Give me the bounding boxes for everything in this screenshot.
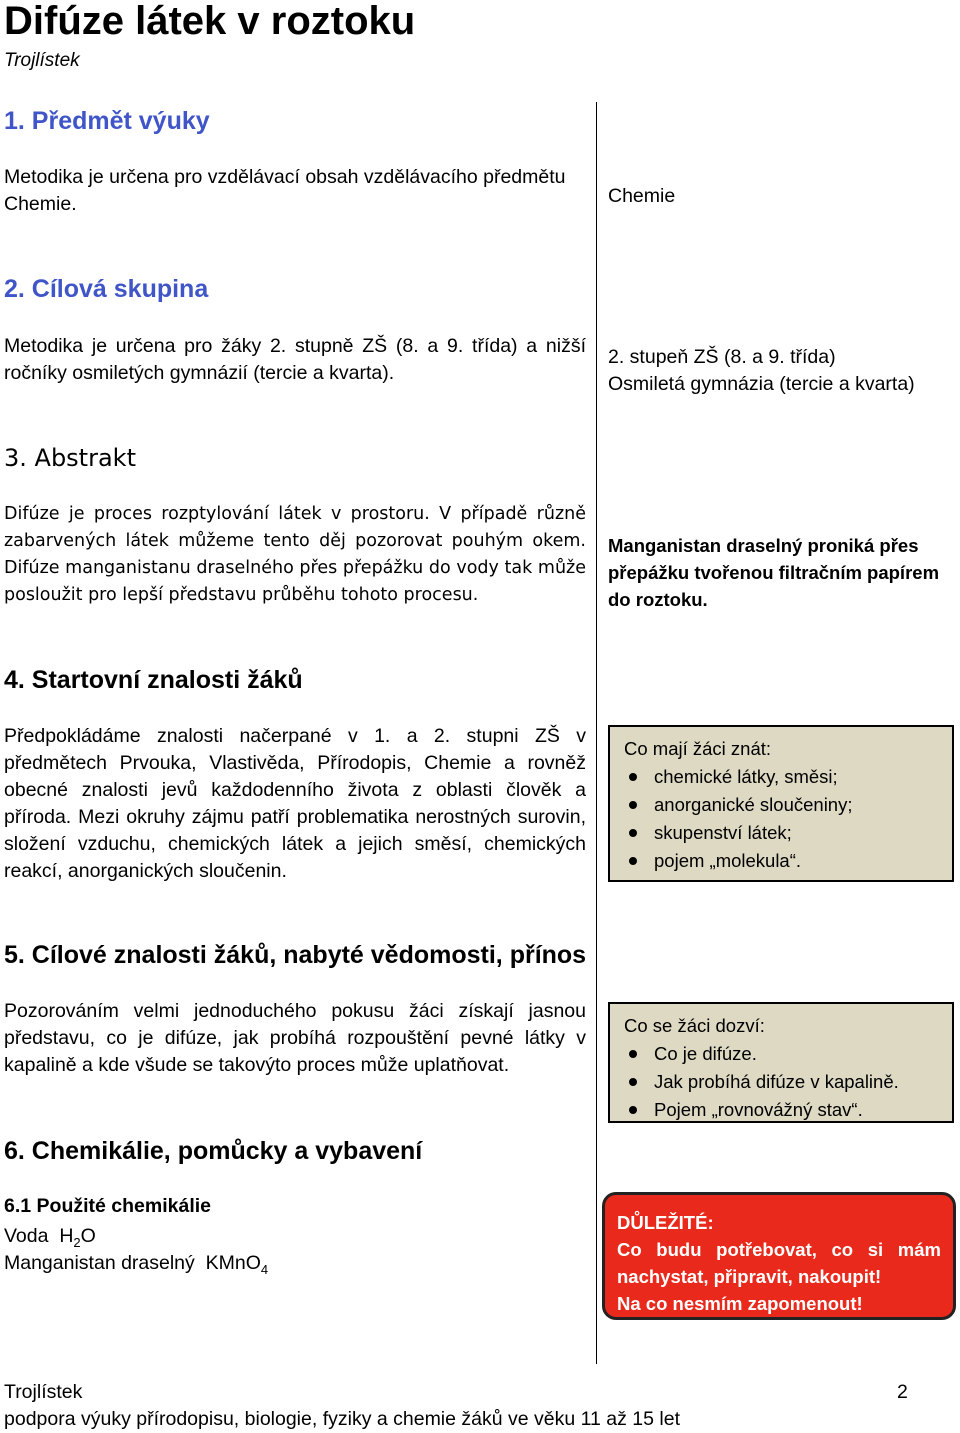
page-title: Difúze látek v roztoku — [4, 0, 416, 43]
section-6-heading: 6. Chemikálie, pomůcky a vybavení — [4, 1137, 423, 1165]
learning-outcomes-box — [608, 1002, 954, 1123]
important-title: DŮLEŽITÉ: — [617, 1212, 714, 1233]
section-3-side: Manganistan draselný proniká přes přepážku tvořenou filtračním papírem do roztoku. — [608, 535, 940, 610]
important-line2: Na co nesmím zapomenout! — [617, 1293, 863, 1314]
important-callout — [602, 1192, 956, 1320]
chemical-kmno4 — [4, 1250, 268, 1278]
section-2-side-line2: Osmiletá gymnázia (tercie a kvarta) — [608, 373, 915, 395]
section-3-text: Difúze je proces rozptylování látek v prostoru. V případě různě zabarvených látek můžeme tento děj pozorovat pouhým okem. Difúze manganistanu draselného přes přepážku do vody tak může posloužit pro lepší představu průběhu tohoto procesu. — [4, 504, 586, 605]
section-1-text: Metodika je určena pro vzdělávací obsah vzdělávacího předmětu Chemie. — [4, 166, 566, 215]
page-number: 2 — [897, 1381, 908, 1403]
chemical-formula: KMnO$_4$ — [205, 1252, 269, 1277]
section-5-text: Pozorováním velmi jednoduchého pokusu žáci získají jasnou představu, co je difúze, jak probíhá rozpouštění pevné látky v kapalině a kde všude se takovýto proces může uplatňovat. — [4, 1000, 586, 1076]
section-2-heading: 2. Cílová skupina — [4, 275, 209, 303]
important-line1: Co budu potřebovat, co si mám nachystat, připravit, nakoupit! — [617, 1239, 941, 1287]
section-3-heading: 3. Abstrakt — [4, 444, 136, 472]
known-topics-title: Co mají žáci znát: — [624, 738, 772, 759]
column-divider — [596, 102, 597, 1364]
section-4-heading: 4. Startovní znalosti žáků — [4, 666, 303, 694]
list-item: pojem „molekula“. — [624, 847, 938, 875]
list-item: anorganické sloučeniny; — [624, 791, 938, 819]
list-item: Pojem „rovnovážný stav“. — [624, 1096, 938, 1124]
page-subtitle: Trojlístek — [4, 50, 80, 71]
section-2-side-line1: 2. stupeň ZŠ (8. a 9. třída) — [608, 346, 836, 368]
learning-outcomes-list — [624, 1040, 938, 1124]
list-item: chemické látky, směsi; — [624, 763, 938, 791]
section-6-1-heading: 6.1 Použité chemikálie — [4, 1195, 212, 1217]
section-2-text: Metodika je určena pro žáky 2. stupně ZŠ (8. a 9. třída) a nižší ročníky osmiletých gymnázií (tercie a kvarta). — [4, 335, 586, 384]
list-item: Jak probíhá difúze v kapalině. — [624, 1068, 938, 1096]
chemical-name: Voda — [4, 1225, 49, 1247]
section-4-text: Předpokládáme znalosti načerpané v 1. a 2. stupni ZŠ v předmětech Prvouka, Vlastivěda, Přírodopis, Chemie a rovněž obecné znalosti jevů každodenního života z oblasti člověk a příroda. Mezi okruhy zájmu patří problematika nerostných surovin, složení vzduchu, chemických látek a jejich směsí, chemických reakcí, anorganických sloučenin. — [4, 725, 586, 882]
known-topics-box — [608, 725, 954, 882]
list-item: skupenství látek; — [624, 819, 938, 847]
footer-name: Trojlístek — [4, 1381, 83, 1403]
known-topics-list — [624, 763, 938, 875]
list-item: Co je difúze. — [624, 1040, 938, 1068]
section-1-heading: 1. Předmět výuky — [4, 107, 210, 135]
chemical-water — [4, 1223, 96, 1251]
chemical-formula: $H_2O$ — [59, 1225, 96, 1250]
learning-outcomes-title: Co se žáci dozví: — [624, 1015, 765, 1036]
footer-tagline: podpora výuky přírodopisu, biologie, fyziky a chemie žáků ve věku 11 až 15 let — [4, 1408, 681, 1430]
section-1-side: Chemie — [608, 185, 676, 207]
section-5-heading: 5. Cílové znalosti žáků, nabyté vědomosti, přínos — [4, 941, 587, 969]
chemical-name: Manganistan draselný — [4, 1252, 195, 1274]
